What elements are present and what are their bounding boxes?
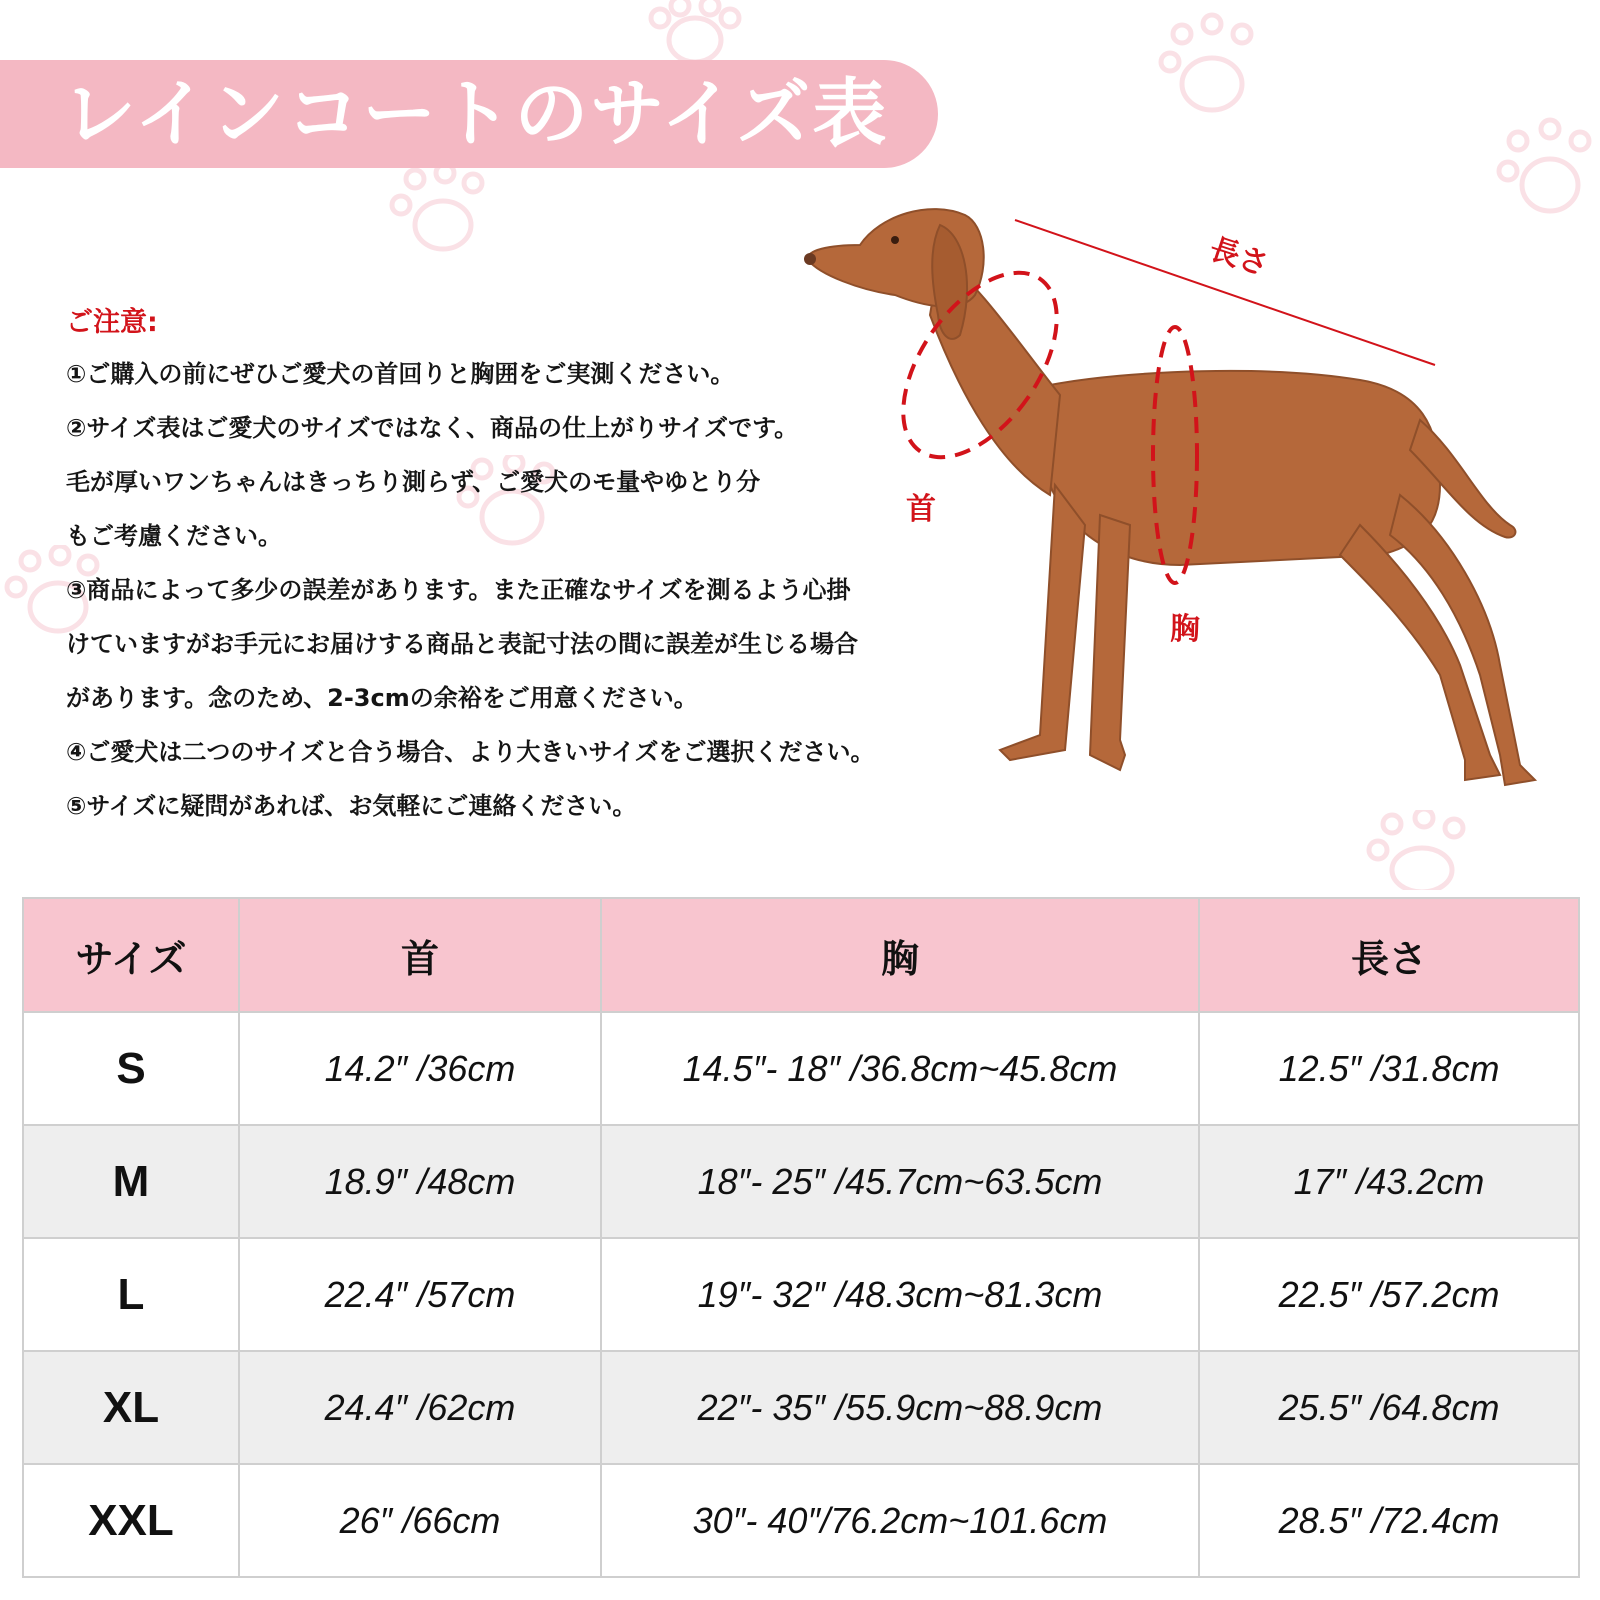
paw-print-icon [385,165,495,275]
chest-cell: 19″- 32″ /48.3cm~81.3cm [601,1238,1199,1351]
size-cell: S [23,1012,239,1125]
chest-cell: 18″- 25″ /45.7cm~63.5cm [601,1125,1199,1238]
note-line: ④ご愛犬は二つのサイズと合う場合、より大きいサイズをご選択ください。 [66,738,875,766]
length-cell: 28.5″ /72.4cm [1199,1464,1579,1577]
neck-cell: 18.9″ /48cm [239,1125,601,1238]
table-header-row [23,898,1579,1012]
title-banner [0,60,938,168]
neck-cell: 26″ /66cm [239,1464,601,1577]
note-line: ②サイズ表はご愛犬のサイズではなく、商品の仕上がりサイズです。 [66,414,799,442]
length-cell: 12.5″ /31.8cm [1199,1012,1579,1125]
length-label: 長さ [1204,231,1273,284]
column-header-length: 長さ [1199,898,1579,1012]
column-header-chest: 胸 [601,898,1199,1012]
notes-heading: ご注意: [66,307,158,338]
length-cell: 25.5″ /64.8cm [1199,1351,1579,1464]
note-line: があります。念のため、2-3cmの余裕をご用意ください。 [66,684,698,712]
note-line: もご考慮ください。 [66,522,282,550]
size-cell: L [23,1238,239,1351]
paw-print-icon [1150,12,1270,132]
column-header-size: サイズ [23,898,239,1012]
note-line: ③商品によって多少の誤差があります。また正確なサイズを測るよう心掛 [66,576,851,604]
size-cell: M [23,1125,239,1238]
table-row [23,1125,1579,1238]
chest-label: 胸 [1170,612,1200,647]
length-cell: 22.5″ /57.2cm [1199,1238,1579,1351]
table-row [23,1012,1579,1125]
note-line: けていますがお手元にお届けする商品と表記寸法の間に誤差が生じる場合 [66,630,858,658]
chest-cell: 22″- 35″ /55.9cm~88.9cm [601,1351,1199,1464]
note-line: ⑤サイズに疑問があれば、お気軽にご連絡ください。 [66,792,637,820]
size-cell: XXL [23,1464,239,1577]
size-table [22,897,1580,1578]
chest-cell: 30″- 40″/76.2cm~101.6cm [601,1464,1199,1577]
neck-cell: 22.4″ /57cm [239,1238,601,1351]
table-row [23,1238,1579,1351]
size-cell: XL [23,1351,239,1464]
neck-label: 首 [906,492,936,527]
neck-cell: 24.4″ /62cm [239,1351,601,1464]
chest-cell: 14.5″- 18″ /36.8cm~45.8cm [601,1012,1199,1125]
table-row [23,1351,1579,1464]
column-header-neck: 首 [239,898,601,1012]
note-line: 毛が厚いワンちゃんはきっちり測らず、ご愛犬のモ量やゆとり分 [66,468,761,496]
page-title: レインコートのサイズ表 [62,71,889,157]
neck-cell: 14.2″ /36cm [239,1012,601,1125]
table-row [23,1464,1579,1577]
length-cell: 17″ /43.2cm [1199,1125,1579,1238]
note-line: ①ご購入の前にぜひご愛犬の首回りと胸囲をご実測ください。 [66,360,735,388]
